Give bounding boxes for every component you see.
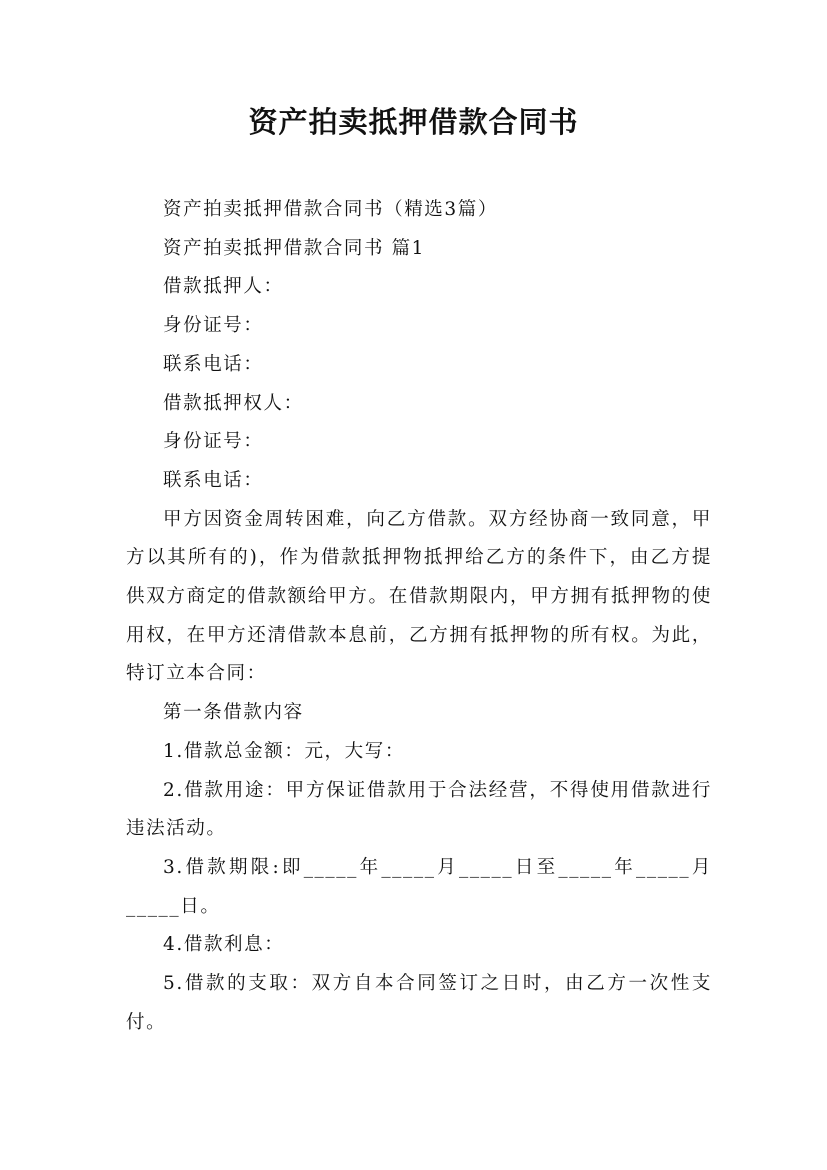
paragraph-section-heading: 资产拍卖抵押借款合同书 篇1 — [163, 237, 426, 259]
document-title: 资产拍卖抵押借款合同书 — [248, 105, 579, 139]
paragraph-mortgagee-phone: 联系电话： — [163, 469, 264, 491]
paragraph-article-one: 第一条借款内容 — [163, 702, 304, 724]
paragraph-loan-interest: 4.借款利息： — [163, 934, 285, 956]
paragraph-mortgagee-id: 身份证号： — [163, 431, 264, 453]
paragraph-preamble: 甲方因资金周转困难，向乙方借款。双方经协商一致同意，甲方以其所有的)，作为借款抵押物抵押给乙方的条件下，由乙方提供双方商定的借款额给甲方。在借款期限内，甲方拥有抵押物的使用权，在甲方还清借款本息前，乙方拥有抵押物的所有权。为此，特订立本合同： — [126, 508, 712, 685]
paragraph-loan-amount: 1.借款总金额：元，大写： — [163, 740, 405, 762]
paragraph-loan-term: 3.借款期限:即_____年_____月_____日至_____年_____月_____日。 — [126, 856, 712, 917]
paragraph-mortgagee: 借款抵押权人： — [163, 392, 304, 414]
paragraph-mortgagor-phone: 联系电话： — [163, 353, 264, 375]
paragraph-loan-purpose: 2.借款用途：甲方保证借款用于合法经营，不得使用借款进行违法活动。 — [126, 779, 712, 840]
paragraph-loan-disbursement: 5.借款的支取：双方自本合同签订之日时，由乙方一次性支付。 — [126, 973, 712, 1033]
paragraph-collection-heading: 资产拍卖抵押借款合同书（精选3篇） — [163, 199, 498, 220]
paragraph-mortgagor-id: 身份证号： — [163, 315, 264, 337]
document-body — [126, 191, 712, 1042]
paragraph-mortgagor: 借款抵押人： — [163, 276, 284, 298]
